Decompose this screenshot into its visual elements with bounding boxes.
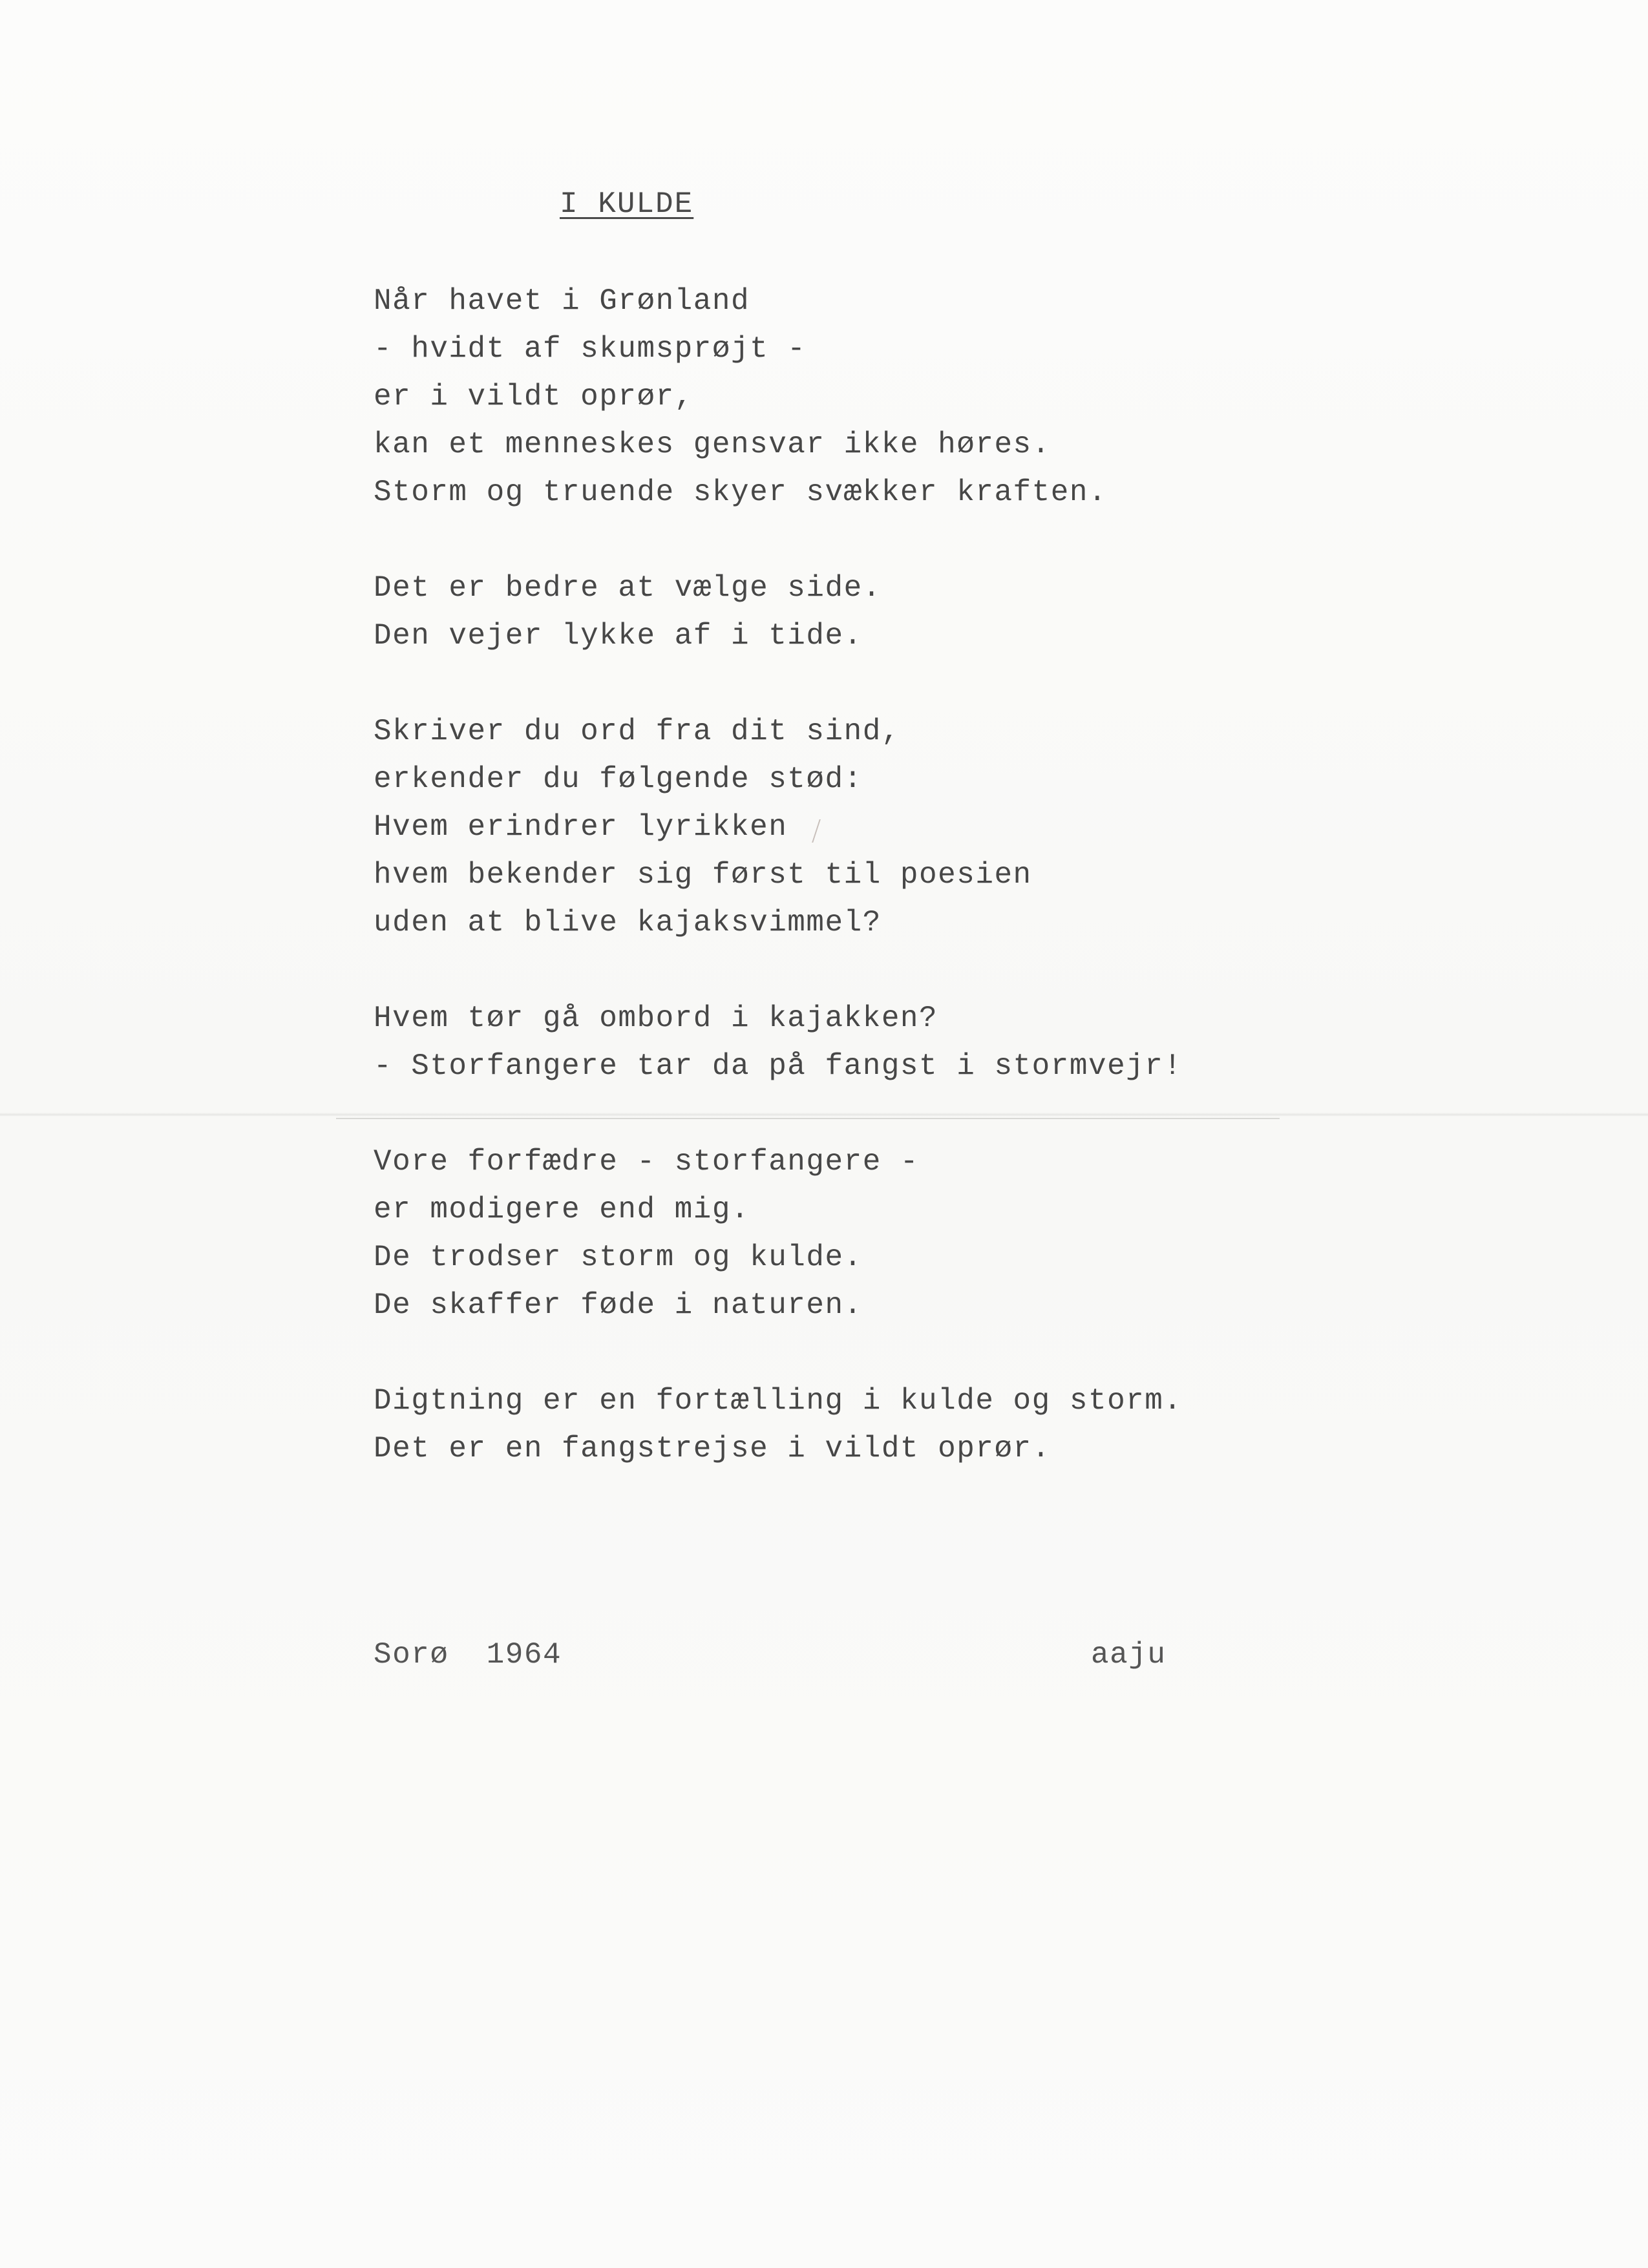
- poem-line: er i vildt oprør,: [374, 380, 693, 414]
- poem-line: Hvem tør gå ombord i kajakken?: [374, 1002, 938, 1035]
- poem-line: Storm og truende skyer svækker kraften.: [374, 476, 1108, 509]
- poem-line: er modigere end mig.: [374, 1193, 750, 1226]
- poem-line: Det er en fangstrejse i vildt oprør.: [374, 1432, 1051, 1465]
- fold-crease: [336, 1118, 1280, 1119]
- poem-line: kan et menneskes gensvar ikke høres.: [374, 428, 1051, 461]
- poem-line: De skaffer føde i naturen.: [374, 1288, 863, 1322]
- poem-title: I KULDE: [560, 187, 694, 221]
- poem-line: hvem bekender sig først til poesien: [374, 858, 1032, 892]
- poem-line: - hvidt af skumsprøjt -: [374, 332, 807, 366]
- poem-line: - Storfangere tar da på fangst i stormvejr!: [374, 1049, 1183, 1083]
- poem-line: Den vejer lykke af i tide.: [374, 619, 863, 653]
- poem-line: De trodser storm og kulde.: [374, 1241, 863, 1274]
- poem-line: Digtning er en fortælling i kulde og storm.: [374, 1384, 1183, 1418]
- signature: aaju: [1091, 1638, 1167, 1672]
- poem-line: erkender du følgende stød:: [374, 762, 863, 796]
- poem-line: Vore forfædre - storfangere -: [374, 1145, 920, 1179]
- poem-line: Skriver du ord fra dit sind,: [374, 715, 900, 748]
- paper-fold: [0, 1113, 1648, 1117]
- poem-line: Når havet i Grønland: [374, 284, 750, 318]
- place-and-date: Sorø 1964: [374, 1638, 562, 1672]
- poem-line: uden at blive kajaksvimmel?: [374, 906, 882, 940]
- poem-line: Det er bedre at vælge side.: [374, 571, 882, 605]
- poem-line: Hvem erindrer lyrikken: [374, 810, 788, 844]
